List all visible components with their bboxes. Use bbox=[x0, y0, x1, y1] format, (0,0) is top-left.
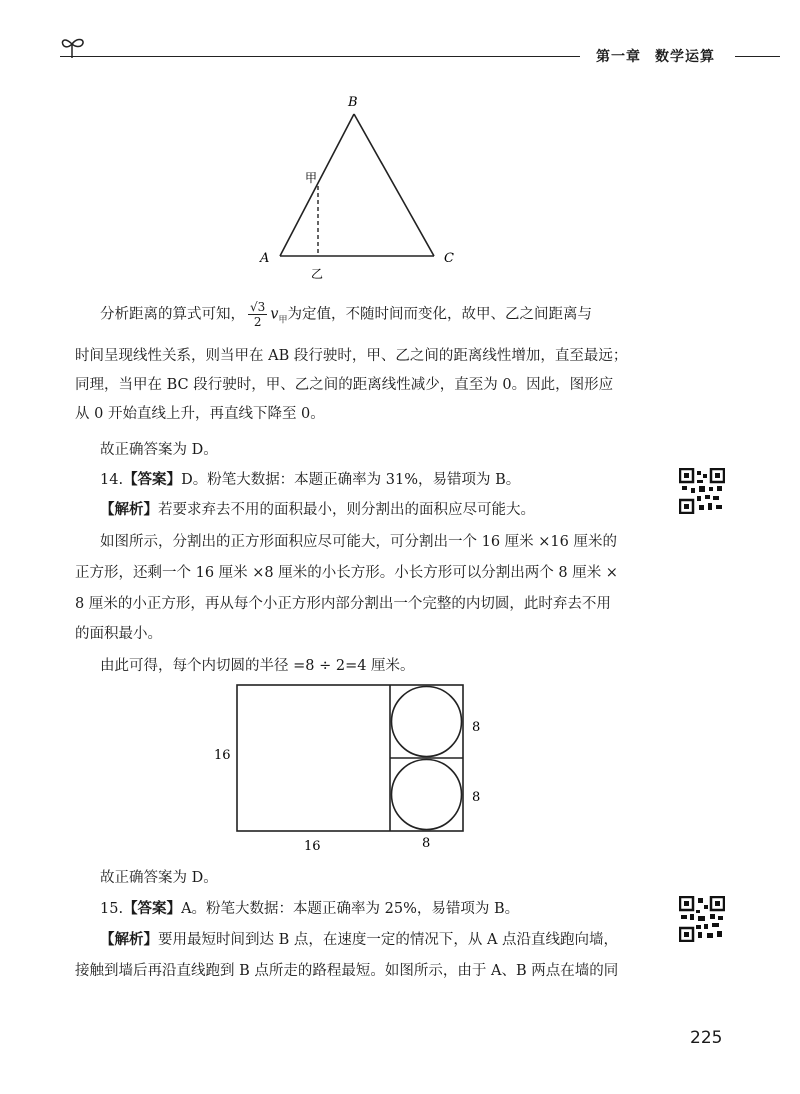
q14-p1: 如图所示，分割出的正方形面积应尽可能大，可分割出一个 16 厘米 ×16 厘米的 bbox=[100, 534, 617, 550]
para1-line2: 时间呈现线性关系，则当甲在 AB 段行驶时，甲、乙之间的距离线性增加，直至最远； bbox=[75, 348, 628, 364]
q14-number: 14. bbox=[100, 472, 124, 488]
velocity-subscript: 甲 bbox=[278, 315, 288, 326]
point-yi-label: 乙 bbox=[311, 267, 324, 281]
page-number: 225 bbox=[690, 1028, 723, 1048]
q14-analysis-line bbox=[100, 498, 535, 519]
right-top-label: 8 bbox=[472, 720, 481, 735]
answer-13: 故正确答案为 D。 bbox=[100, 442, 218, 458]
q14-analysis-text: 若要求弃去不用的面积最小，则分割出的面积应尽可能大。 bbox=[158, 502, 535, 518]
qr-code-icon[interactable] bbox=[679, 468, 725, 514]
q15-p2: 接触到墙后再沿直线跑到 B 点所走的路程最短。如图所示，由于 A、B 两点在墙的同 bbox=[75, 963, 619, 979]
para1-line1-pre: 分析距离的算式可知， bbox=[100, 306, 245, 323]
q14-p2: 正方形，还剩一个 16 厘米 ×8 厘米的小长方形。小长方形可以分割出两个 8 厘米 × bbox=[75, 565, 618, 581]
chapter-header bbox=[596, 46, 729, 66]
sqrt3-over-2 bbox=[248, 300, 267, 329]
q14-p4: 的面积最小。 bbox=[75, 626, 162, 642]
q15-analysis-text: 要用最短时间到达 B 点，在速度一定的情况下，从 A 点沿直线跑向墙， bbox=[158, 932, 619, 948]
frac-numerator: √3 bbox=[250, 300, 266, 314]
q15-answer-text: A。粉笔大数据：本题正确率为 25%，易错项为 B。 bbox=[181, 901, 520, 917]
q14-answer-text: D。粉笔大数据：本题正确率为 31%，易错项为 B。 bbox=[181, 472, 521, 488]
header-rule-right bbox=[735, 56, 780, 57]
bottom-right-label: 8 bbox=[422, 836, 431, 851]
q15-answer-tag: 【答案】 bbox=[123, 901, 182, 917]
qr-code-icon-2[interactable] bbox=[679, 896, 725, 942]
q14-answer-tag: 【答案】 bbox=[123, 472, 182, 488]
square-division-figure bbox=[200, 675, 500, 855]
q14-analysis-tag: 【解析】 bbox=[100, 502, 158, 518]
q14-answer-line bbox=[100, 468, 520, 489]
q15-analysis-tag: 【解析】 bbox=[100, 932, 158, 948]
chapter-title: 数学运算 bbox=[655, 49, 715, 65]
right-bottom-label: 8 bbox=[472, 790, 481, 805]
q15-answer-line bbox=[100, 897, 519, 918]
q15-number: 15. bbox=[100, 901, 124, 917]
point-jia-label: 甲 bbox=[305, 171, 318, 185]
para1-line3: 同理，当甲在 BC 段行驶时，甲、乙之间的距离线性减少，直至为 0。因此，图形应 bbox=[75, 377, 614, 393]
vertex-a-label: A bbox=[260, 251, 270, 266]
bottom-side-label: 16 bbox=[304, 839, 321, 854]
q15-analysis-line bbox=[100, 928, 618, 949]
q14-p5: 由此可得，每个内切圆的半径 =8 ÷ 2=4 厘米。 bbox=[100, 658, 415, 674]
chapter-number: 第一章 bbox=[596, 49, 641, 65]
triangle-figure bbox=[250, 90, 470, 290]
q14-p3: 8 厘米的小正方形，再从每个小正方形内部分割出一个完整的内切圆，此时弃去不用 bbox=[75, 596, 611, 612]
answer-14: 故正确答案为 D。 bbox=[100, 870, 218, 886]
para1-line1-post: 为定值，不随时间而变化，故甲、乙之间距离与 bbox=[287, 306, 592, 323]
vertex-c-label: C bbox=[444, 251, 454, 266]
left-side-label: 16 bbox=[214, 748, 231, 763]
frac-denominator: 2 bbox=[253, 315, 262, 329]
para1-line1 bbox=[100, 300, 592, 329]
header-rule-left bbox=[60, 56, 580, 57]
velocity-symbol: v bbox=[270, 306, 279, 323]
para1-line4: 从 0 开始直线上升，再直线下降至 0。 bbox=[75, 406, 325, 422]
vertex-b-label: B bbox=[348, 95, 358, 110]
